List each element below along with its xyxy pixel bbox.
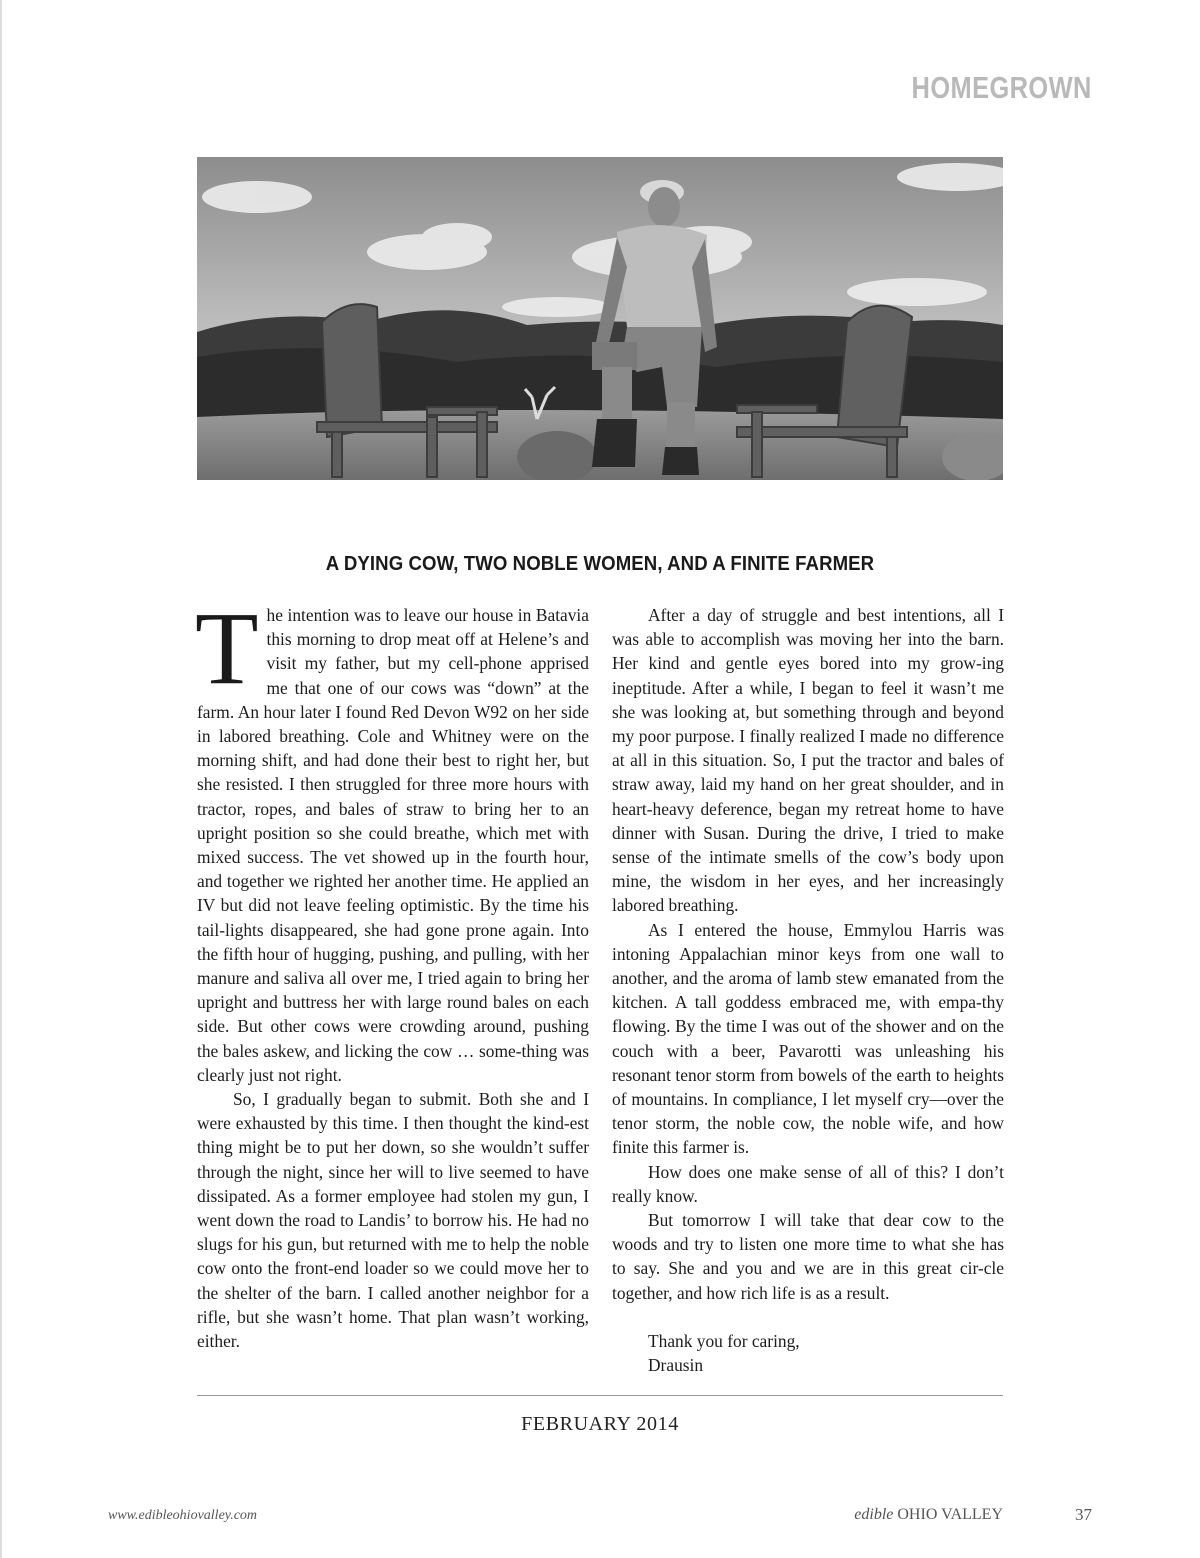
signoff bbox=[612, 1329, 1004, 1377]
section-label: HOMEGROWN bbox=[911, 70, 1092, 105]
page-edge bbox=[0, 0, 2, 1558]
footer-brand bbox=[854, 1506, 1003, 1524]
article-column-right bbox=[612, 603, 1004, 1377]
farmer-with-adirondack-chairs-photo bbox=[197, 157, 1003, 480]
brand-edible: edible bbox=[854, 1506, 894, 1523]
article-paragraph: But tomorrow I will take that dear cow to the woods and try to listen one more time to what she has to say. She and you and we are in this great cir-cle together, and how rich life is as a result. bbox=[612, 1210, 1004, 1303]
article-paragraph: How does one make sense of all of this? I don’t really know. bbox=[612, 1161, 1004, 1206]
photo-illustration bbox=[197, 157, 1003, 480]
footer-website-link[interactable]: www.edibleohiovalley.com bbox=[108, 1508, 258, 1523]
article-paragraph: As I entered the house, Emmylou Harris was intoning Appalachian minor keys from one wall to another, and the aroma of lamb stew emanated from the kitchen. A tall goddess embraced me, with empa-thy flowing. By the time I was out of the shower and on the couch with a beer, Pavarotti was unleashing his resonant tenor storm from bowels of the earth to heights of mountains. In compliance, I let myself cry—over the tenor storm, the noble cow, the noble wife, and how finite this farmer is. bbox=[612, 919, 1004, 1158]
article-headline: A DYING COW, TWO NOBLE WOMEN, AND A FINITE FARMER bbox=[325, 553, 875, 575]
article-paragraph: So, I gradually began to submit. Both she and I were exhausted by this time. I then thought the kind-est thing might be to put her down, so she wouldn’t suffer through the night, since her will to live seemed to have dissipated. As a former employee had stolen my gun, I went down the road to Landis’ to borrow his. He had no slugs for his gun, but returned with me to help the noble cow onto the front-end loader so we could move her to the shelter of the barn. I called another neighbor for a rifle, but she wasn’t home. That plan wasn’t working, either. bbox=[197, 1089, 589, 1352]
article-paragraph bbox=[195, 591, 589, 1087]
drop-cap: T bbox=[195, 591, 259, 706]
signoff-name: Drausin bbox=[648, 1355, 704, 1376]
divider bbox=[197, 1395, 1003, 1396]
article-paragraph: After a day of struggle and best intentions, all I was able to accomplish was moving her into the barn. Her kind and gentle eyes bored into my grow-ing ineptitude. After a while, I began to feel it wasn’t me she was looking at, but something through and beyond my poor purpose. I finally realized I made no difference at all in this situation. So, I put the tractor and bales of straw away, laid my hand on her great shoulder, and in heart-heavy deference, began my retreat home to have dinner with Susan. During the drive, I tried to make sense of the intimate smells of the cow’s body upon mine, the wisdom in her eyes, and her increasingly labored breathing. bbox=[612, 605, 1004, 916]
brand-region: OHIO VALLEY bbox=[897, 1506, 1003, 1523]
paragraph-text: he intention was to leave our house in Batavia this morning to drop meat off at Helene’s and visit my father, but my cell-phone apprised me that one of our cows was “down” at the farm. An hour later I found Red Devon W92 on her side in labored breathing. Cole and Whitney were on the morning shift, and had done their best to right her, but she resisted. I then struggled for three more hours with tractor, ropes, and bales of straw to bring her to an upright position so she could breathe, which met with mixed success. The vet showed up in the fourth hour, and together we righted her another time. He applied an IV but did not leave feeling optimistic. By the time his tail-lights disappeared, she had gone prone again. Into the fifth hour of hugging, pushing, and pulling, with her manure and saliva all over me, I tried again to bring her upright and buttress her with large round bales on each side. But other cows were crowding around, pushing the bales askew, and licking the cow … some-thing was clearly just not right. bbox=[197, 605, 589, 1085]
signoff-line: Thank you for caring, bbox=[648, 1330, 800, 1351]
issue-date: FEBRUARY 2014 bbox=[521, 1413, 679, 1435]
article-column-left bbox=[195, 591, 589, 1353]
page-number: 37 bbox=[1075, 1505, 1092, 1524]
